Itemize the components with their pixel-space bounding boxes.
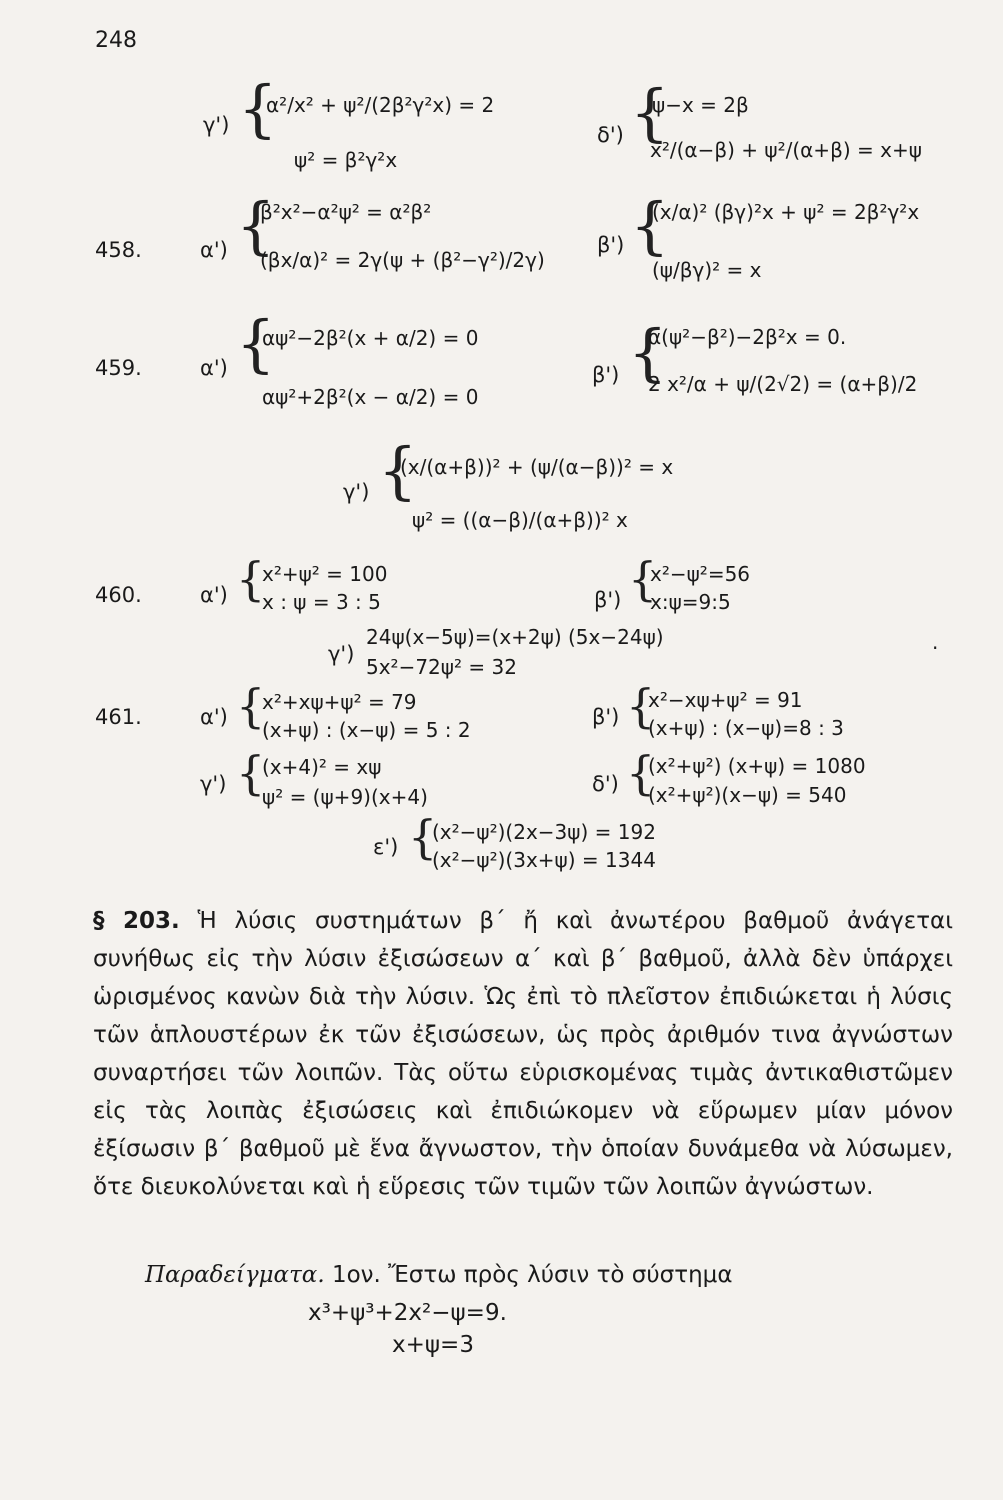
- system-brace: {: [630, 76, 670, 149]
- problem-number: 459.: [95, 356, 142, 380]
- equation: x:ψ=9:5: [650, 590, 731, 614]
- problem-label: β'): [592, 705, 620, 729]
- equation: x²+xψ+ψ² = 79: [262, 690, 417, 714]
- equation: ψ² = (ψ+9)(x+4): [262, 785, 428, 809]
- section-paragraph: [93, 902, 953, 1206]
- problem-label: γ'): [343, 480, 370, 504]
- examples-intro: 1ον. Ἔστω πρὸς λύσιν τὸ σύστημα: [331, 1262, 733, 1288]
- example-equation: x³+ψ³+2x²−ψ=9.: [308, 1300, 507, 1326]
- equation: 5x²−72ψ² = 32: [366, 655, 517, 679]
- system-brace: {: [408, 810, 438, 864]
- system-brace: {: [236, 746, 266, 800]
- problem-number: 461.: [95, 705, 142, 729]
- system-brace: {: [626, 746, 656, 800]
- problem-label: β'): [597, 233, 625, 257]
- equation: αψ²−2β²(x + α/2) = 0: [262, 326, 479, 350]
- equation: αψ²+2β²(x − α/2) = 0: [262, 385, 479, 409]
- equation: (βx/α)² = 2γ(ψ + (β²−γ²)/2γ): [260, 248, 545, 272]
- equation: x²−ψ²=56: [650, 562, 751, 586]
- system-brace: {: [236, 189, 276, 262]
- equation: ψ² = ((α−β)/(α+β))² x: [412, 508, 628, 532]
- problem-label: δ'): [597, 123, 624, 147]
- problem-number: 460.: [95, 583, 142, 607]
- problem-label: β'): [592, 363, 620, 387]
- equation: (x/α)² (βγ)²x + ψ² = 2β²γ²x: [652, 200, 920, 224]
- problem-label: α'): [200, 356, 228, 380]
- equation: ψ² = β²γ²x: [294, 148, 398, 172]
- equation: β²x²−α²ψ² = α²β²: [260, 200, 432, 224]
- example-equation: x+ψ=3: [392, 1332, 474, 1358]
- problem-label: β'): [594, 588, 622, 612]
- equation: (x²+ψ²)(x−ψ) = 540: [648, 783, 847, 807]
- examples-line: [145, 1262, 732, 1288]
- system-brace: {: [238, 72, 278, 145]
- equation: (x+ψ) : (x−ψ) = 5 : 2: [262, 718, 471, 742]
- equation: ψ−x = 2β: [652, 93, 749, 117]
- system-brace: {: [236, 679, 266, 733]
- problem-label: γ'): [203, 113, 230, 137]
- equation: α²/x² + ψ²/(2β²γ²x) = 2: [266, 93, 495, 117]
- problem-label: γ'): [328, 642, 355, 666]
- section-number: § 203.: [93, 908, 180, 934]
- section-text: Ἡ λύσις συστημάτων β΄ ἤ καὶ ἀνωτέρου βαθμοῦ ἀνάγεται συνήθως εἰς τὴν λύσιν ἐξισώσεων α΄ καὶ β΄ βαθμοῦ, ἀλλὰ δὲν ὑπάρχει ὡρισμένος κανὼν διὰ τὴν λύσιν. Ὡς ἐπὶ τὸ πλεῖστον ἐπιδιώκεται ἡ λύσις τῶν ἁπλουστέρων ἐκ τῶν ἐξισώσεων, ὡς πρὸς ἀριθμόν τινα ἀγνώστων συναρτήσει τῶν λοιπῶν. Τὰς οὕτω εὑρισκομένας τιμὰς ἀντικαθιστῶμεν εἰς τὰς λοιπὰς ἐξισώσεις καὶ ἐπιδιώκομεν νὰ εὕρωμεν μίαν μόνον ἐξίσωσιν β΄ βαθμοῦ μὲ ἕνα ἄγνωστον, τὴν ὁποίαν δυνάμεθα νὰ λύσωμεν, ὅτε διευκολύνεται καὶ ἡ εὕρεσις τῶν τιμῶν τῶν λοιπῶν ἀγνώστων.: [93, 908, 953, 1200]
- equation: x²/(α−β) + ψ²/(α+β) = x+ψ: [650, 138, 922, 162]
- equation: (x²−ψ²)(2x−3ψ) = 192: [432, 820, 656, 844]
- equation: x : ψ = 3 : 5: [262, 590, 381, 614]
- system-brace: {: [628, 552, 658, 606]
- system-brace: {: [236, 552, 266, 606]
- examples-heading: Παραδείγματα.: [145, 1262, 325, 1288]
- system-brace: {: [626, 679, 656, 733]
- problem-label: α'): [200, 705, 228, 729]
- page-number: 248: [95, 28, 137, 53]
- system-brace: {: [236, 307, 276, 380]
- equation: x²−xψ+ψ² = 91: [648, 688, 803, 712]
- equation: (x+4)² = xψ: [262, 755, 382, 779]
- punctuation: .: [932, 630, 939, 654]
- problem-label: α'): [200, 238, 228, 262]
- problem-label: δ'): [592, 772, 619, 796]
- equation: (x/(α+β))² + (ψ/(α−β))² = x: [400, 455, 674, 479]
- equation: α(ψ²−β²)−2β²x = 0.: [648, 325, 847, 349]
- problem-label: ε'): [373, 835, 399, 859]
- equation: (x²+ψ²) (x+ψ) = 1080: [648, 754, 866, 778]
- problem-number: 458.: [95, 238, 142, 262]
- problem-label: γ'): [200, 772, 227, 796]
- equation: 2 x²/α + ψ/(2√2) = (α+β)/2: [648, 372, 918, 396]
- problem-label: α'): [200, 583, 228, 607]
- equation: (x+ψ) : (x−ψ)=8 : 3: [648, 716, 844, 740]
- system-brace: {: [378, 434, 418, 507]
- system-brace: {: [630, 189, 670, 262]
- equation: (x²−ψ²)(3x+ψ) = 1344: [432, 848, 656, 872]
- equation: x²+ψ² = 100: [262, 562, 388, 586]
- equation: 24ψ(x−5ψ)=(x+2ψ) (5x−24ψ): [366, 625, 664, 649]
- equation: (ψ/βγ)² = x: [652, 258, 762, 282]
- system-brace: {: [628, 316, 668, 389]
